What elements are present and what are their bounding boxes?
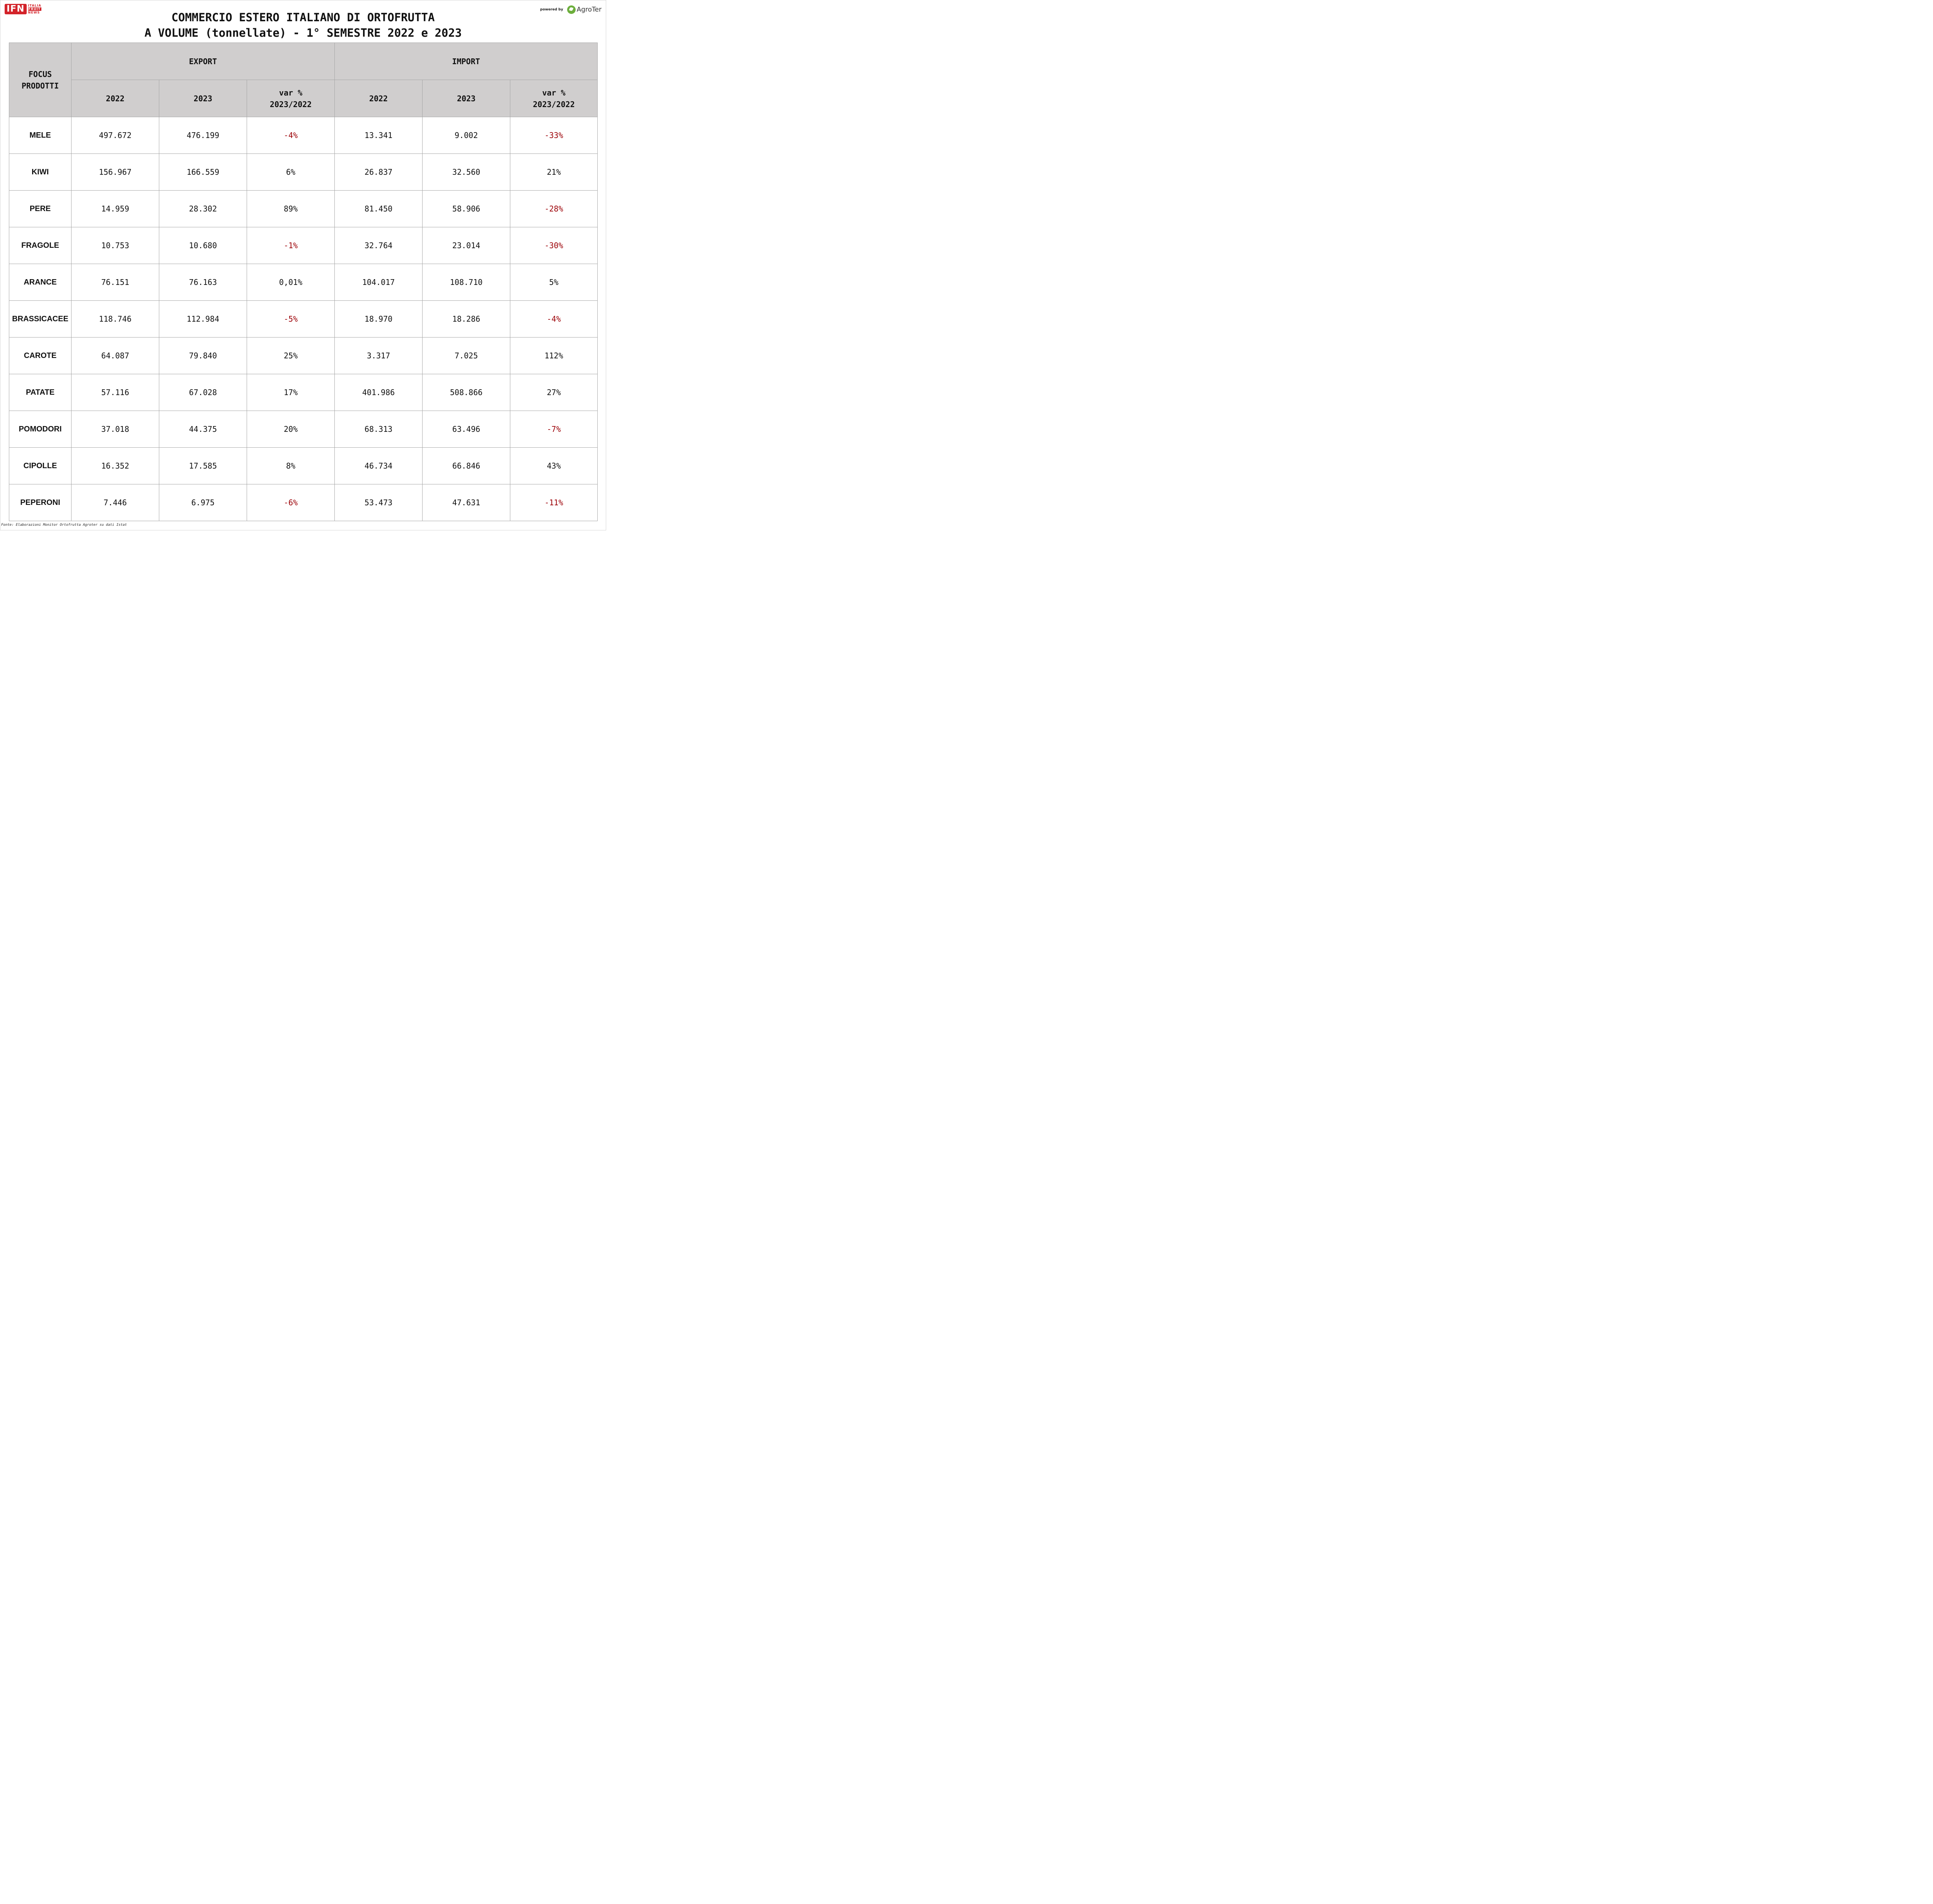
import-2023-cell: 7.025 [423,338,510,374]
agroter-name: AgroTer [576,6,602,14]
import-2022-cell: 32.764 [335,227,423,264]
table-body [9,117,598,521]
header-export-var-text: var % 2023/2022 [269,88,312,109]
import-2023-cell: 32.560 [423,154,510,191]
export-var-cell: -1% [247,227,335,264]
table-row [9,117,598,154]
import-2022-cell: 68.313 [335,411,423,448]
export-var-cell: 17% [247,374,335,411]
title-line-1: COMMERCIO ESTERO ITALIANO DI ORTOFRUTTA [171,11,435,24]
title-line-2: A VOLUME (tonnellate) - 1° SEMESTRE 2022 e 2023 [144,26,462,39]
import-var-cell: -11% [510,484,598,521]
product-name-cell: PERE [9,191,72,227]
import-2022-cell: 81.450 [335,191,423,227]
import-var-cell: 43% [510,448,598,484]
table-row [9,448,598,484]
export-2022-cell: 64.087 [72,338,159,374]
table-row [9,484,598,521]
ifn-logo-line3: NEWS [28,11,40,14]
import-var-cell: -7% [510,411,598,448]
export-var-cell: 20% [247,411,335,448]
ifn-logo-line1: ITALIA [28,4,41,7]
product-name-cell: FRAGOLE [9,227,72,264]
table-row [9,264,598,301]
export-2022-cell: 57.116 [72,374,159,411]
import-2022-cell: 18.970 [335,301,423,338]
ifn-logo-line2: FRUIT [28,7,41,11]
import-var-cell: 5% [510,264,598,301]
table-row [9,374,598,411]
product-name-cell: MELE [9,117,72,154]
export-2022-cell: 14.959 [72,191,159,227]
export-var-cell: -4% [247,117,335,154]
export-var-cell: 6% [247,154,335,191]
export-2023-cell: 28.302 [159,191,247,227]
import-2023-cell: 508.866 [423,374,510,411]
export-2023-cell: 76.163 [159,264,247,301]
import-2022-cell: 104.017 [335,264,423,301]
export-2022-cell: 10.753 [72,227,159,264]
import-2022-cell: 46.734 [335,448,423,484]
header-export-2022: 2022 [72,80,159,117]
product-name-cell: KIWI [9,154,72,191]
table-row [9,338,598,374]
header-import: IMPORT [335,43,598,80]
export-2023-cell: 166.559 [159,154,247,191]
export-2023-cell: 17.585 [159,448,247,484]
source-note: Fonte: Elaborazioni Monitor Ortofrutta Agroter su dati Istat [1,523,127,527]
import-var-cell: 21% [510,154,598,191]
export-2023-cell: 112.984 [159,301,247,338]
product-name-cell: POMODORI [9,411,72,448]
product-name-cell: ARANCE [9,264,72,301]
header-import-var [510,80,598,117]
export-var-cell: -6% [247,484,335,521]
export-2022-cell: 156.967 [72,154,159,191]
import-var-cell: -4% [510,301,598,338]
import-2022-cell: 3.317 [335,338,423,374]
export-var-cell: 89% [247,191,335,227]
export-var-cell: 25% [247,338,335,374]
header-export-2023: 2023 [159,80,247,117]
export-2022-cell: 37.018 [72,411,159,448]
import-2023-cell: 66.846 [423,448,510,484]
ifn-logo-mark: IFN [5,4,27,14]
import-2023-cell: 18.286 [423,301,510,338]
table-row [9,154,598,191]
import-2023-cell: 58.906 [423,191,510,227]
import-var-cell: -30% [510,227,598,264]
import-2023-cell: 108.710 [423,264,510,301]
header-focus-prodotti [9,43,72,117]
import-2023-cell: 9.002 [423,117,510,154]
import-2023-cell: 23.014 [423,227,510,264]
table-row [9,227,598,264]
header-import-var-text: var % 2023/2022 [533,88,575,109]
export-var-cell: 0,01% [247,264,335,301]
table-row [9,411,598,448]
import-var-cell: -28% [510,191,598,227]
export-2023-cell: 67.028 [159,374,247,411]
header-export-var [247,80,335,117]
export-2022-cell: 497.672 [72,117,159,154]
export-2023-cell: 476.199 [159,117,247,154]
import-2022-cell: 401.986 [335,374,423,411]
export-2022-cell: 7.446 [72,484,159,521]
import-2022-cell: 53.473 [335,484,423,521]
trade-table [9,43,598,521]
export-var-cell: 8% [247,448,335,484]
import-var-cell: 112% [510,338,598,374]
export-2023-cell: 10.680 [159,227,247,264]
import-var-cell: 27% [510,374,598,411]
powered-by-label: powered by [540,8,563,12]
product-name-cell: PATATE [9,374,72,411]
import-2022-cell: 26.837 [335,154,423,191]
product-name-cell: CIPOLLE [9,448,72,484]
header-import-2023: 2023 [423,80,510,117]
table-row [9,191,598,227]
header-export: EXPORT [72,43,335,80]
product-name-cell: PEPERONI [9,484,72,521]
product-name-cell: BRASSICACEE [9,301,72,338]
import-var-cell: -33% [510,117,598,154]
export-2022-cell: 16.352 [72,448,159,484]
export-2023-cell: 79.840 [159,338,247,374]
header-focus-text: FOCUS PRODOTTI [21,69,59,90]
table-row [9,301,598,338]
export-2023-cell: 44.375 [159,411,247,448]
export-2023-cell: 6.975 [159,484,247,521]
header-import-2022: 2022 [335,80,423,117]
import-2023-cell: 63.496 [423,411,510,448]
export-var-cell: -5% [247,301,335,338]
export-2022-cell: 76.151 [72,264,159,301]
import-2022-cell: 13.341 [335,117,423,154]
product-name-cell: CAROTE [9,338,72,374]
import-2023-cell: 47.631 [423,484,510,521]
export-2022-cell: 118.746 [72,301,159,338]
